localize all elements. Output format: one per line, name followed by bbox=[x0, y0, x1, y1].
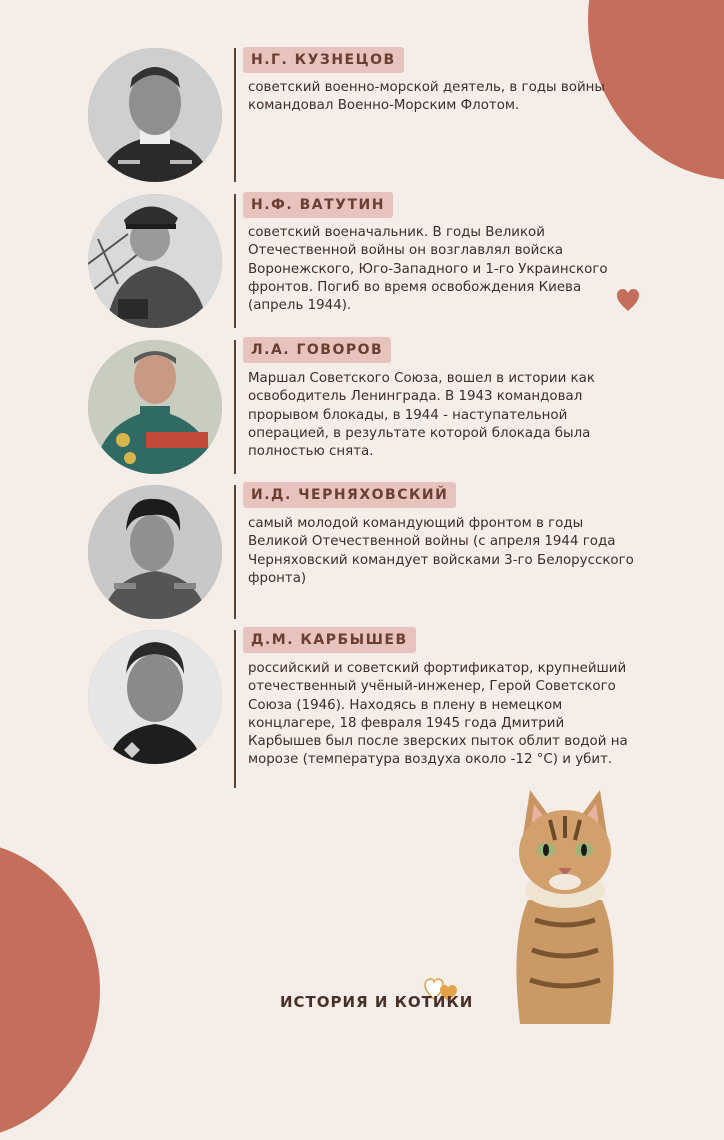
name-tag: Д.М. КАРБЫШЕВ bbox=[243, 627, 416, 653]
divider-line bbox=[234, 340, 236, 474]
name-tag: Л.А. ГОВОРОВ bbox=[243, 337, 391, 363]
decorative-blob-bottom bbox=[0, 840, 100, 1140]
name-tag: Н.Ф. ВАТУТИН bbox=[243, 192, 393, 218]
footer-title: ИСТОРИЯ И КОТИКИ bbox=[280, 993, 474, 1011]
portrait-govorov bbox=[88, 340, 222, 474]
person-description: Маршал Советского Союза, вошел в истории как освободитель Ленинграда. В 1943 командовал прорывом блокады, в 1944 - наступательной операцией, в результате которой блокада была полностью снята. bbox=[248, 371, 595, 460]
name-tag: И.Д. ЧЕРНЯХОВСКИЙ bbox=[243, 482, 456, 508]
portrait-karbyshev bbox=[88, 630, 222, 764]
person-description: советский военно-морской деятель, в годы войны командовал Военно-Морским Флотом. bbox=[248, 80, 605, 114]
heart-icon bbox=[617, 289, 639, 313]
name-tag: Н.Г. КУЗНЕЦОВ bbox=[243, 47, 404, 73]
portrait-chernyakhovsky bbox=[88, 485, 222, 619]
cat-image bbox=[480, 770, 650, 1024]
person-description: советский военачальник. В годы Великой Отечественной войны он возглавлял войска Воронежского, Юго-Западного и 1-го Украинского фронтов. Погиб во время освобождения Киева (апрель 1944). bbox=[248, 225, 608, 314]
portrait-kuznetsov bbox=[88, 48, 222, 182]
portrait-vatutin bbox=[88, 194, 222, 328]
divider-line bbox=[234, 194, 236, 328]
divider-line bbox=[234, 48, 236, 182]
person-description: самый молодой командующий фронтом в годы Великой Отечественной войны (с апреля 1944 года Черняховский командует войсками 3-го Белорусского фронта) bbox=[248, 516, 634, 586]
person-description: российский и советский фортификатор, крупнейший отечественный учёный-инженер, Герой Советского Союза (1946). Находясь в плену в немецком концлагере, 18 февраля 1945 года Дмитрий Карбышев был после зверских пыток облит водой на морозе (температура воздуха около -12 °С) и убит. bbox=[248, 661, 628, 768]
divider-line bbox=[234, 485, 236, 619]
divider-line bbox=[234, 630, 236, 788]
